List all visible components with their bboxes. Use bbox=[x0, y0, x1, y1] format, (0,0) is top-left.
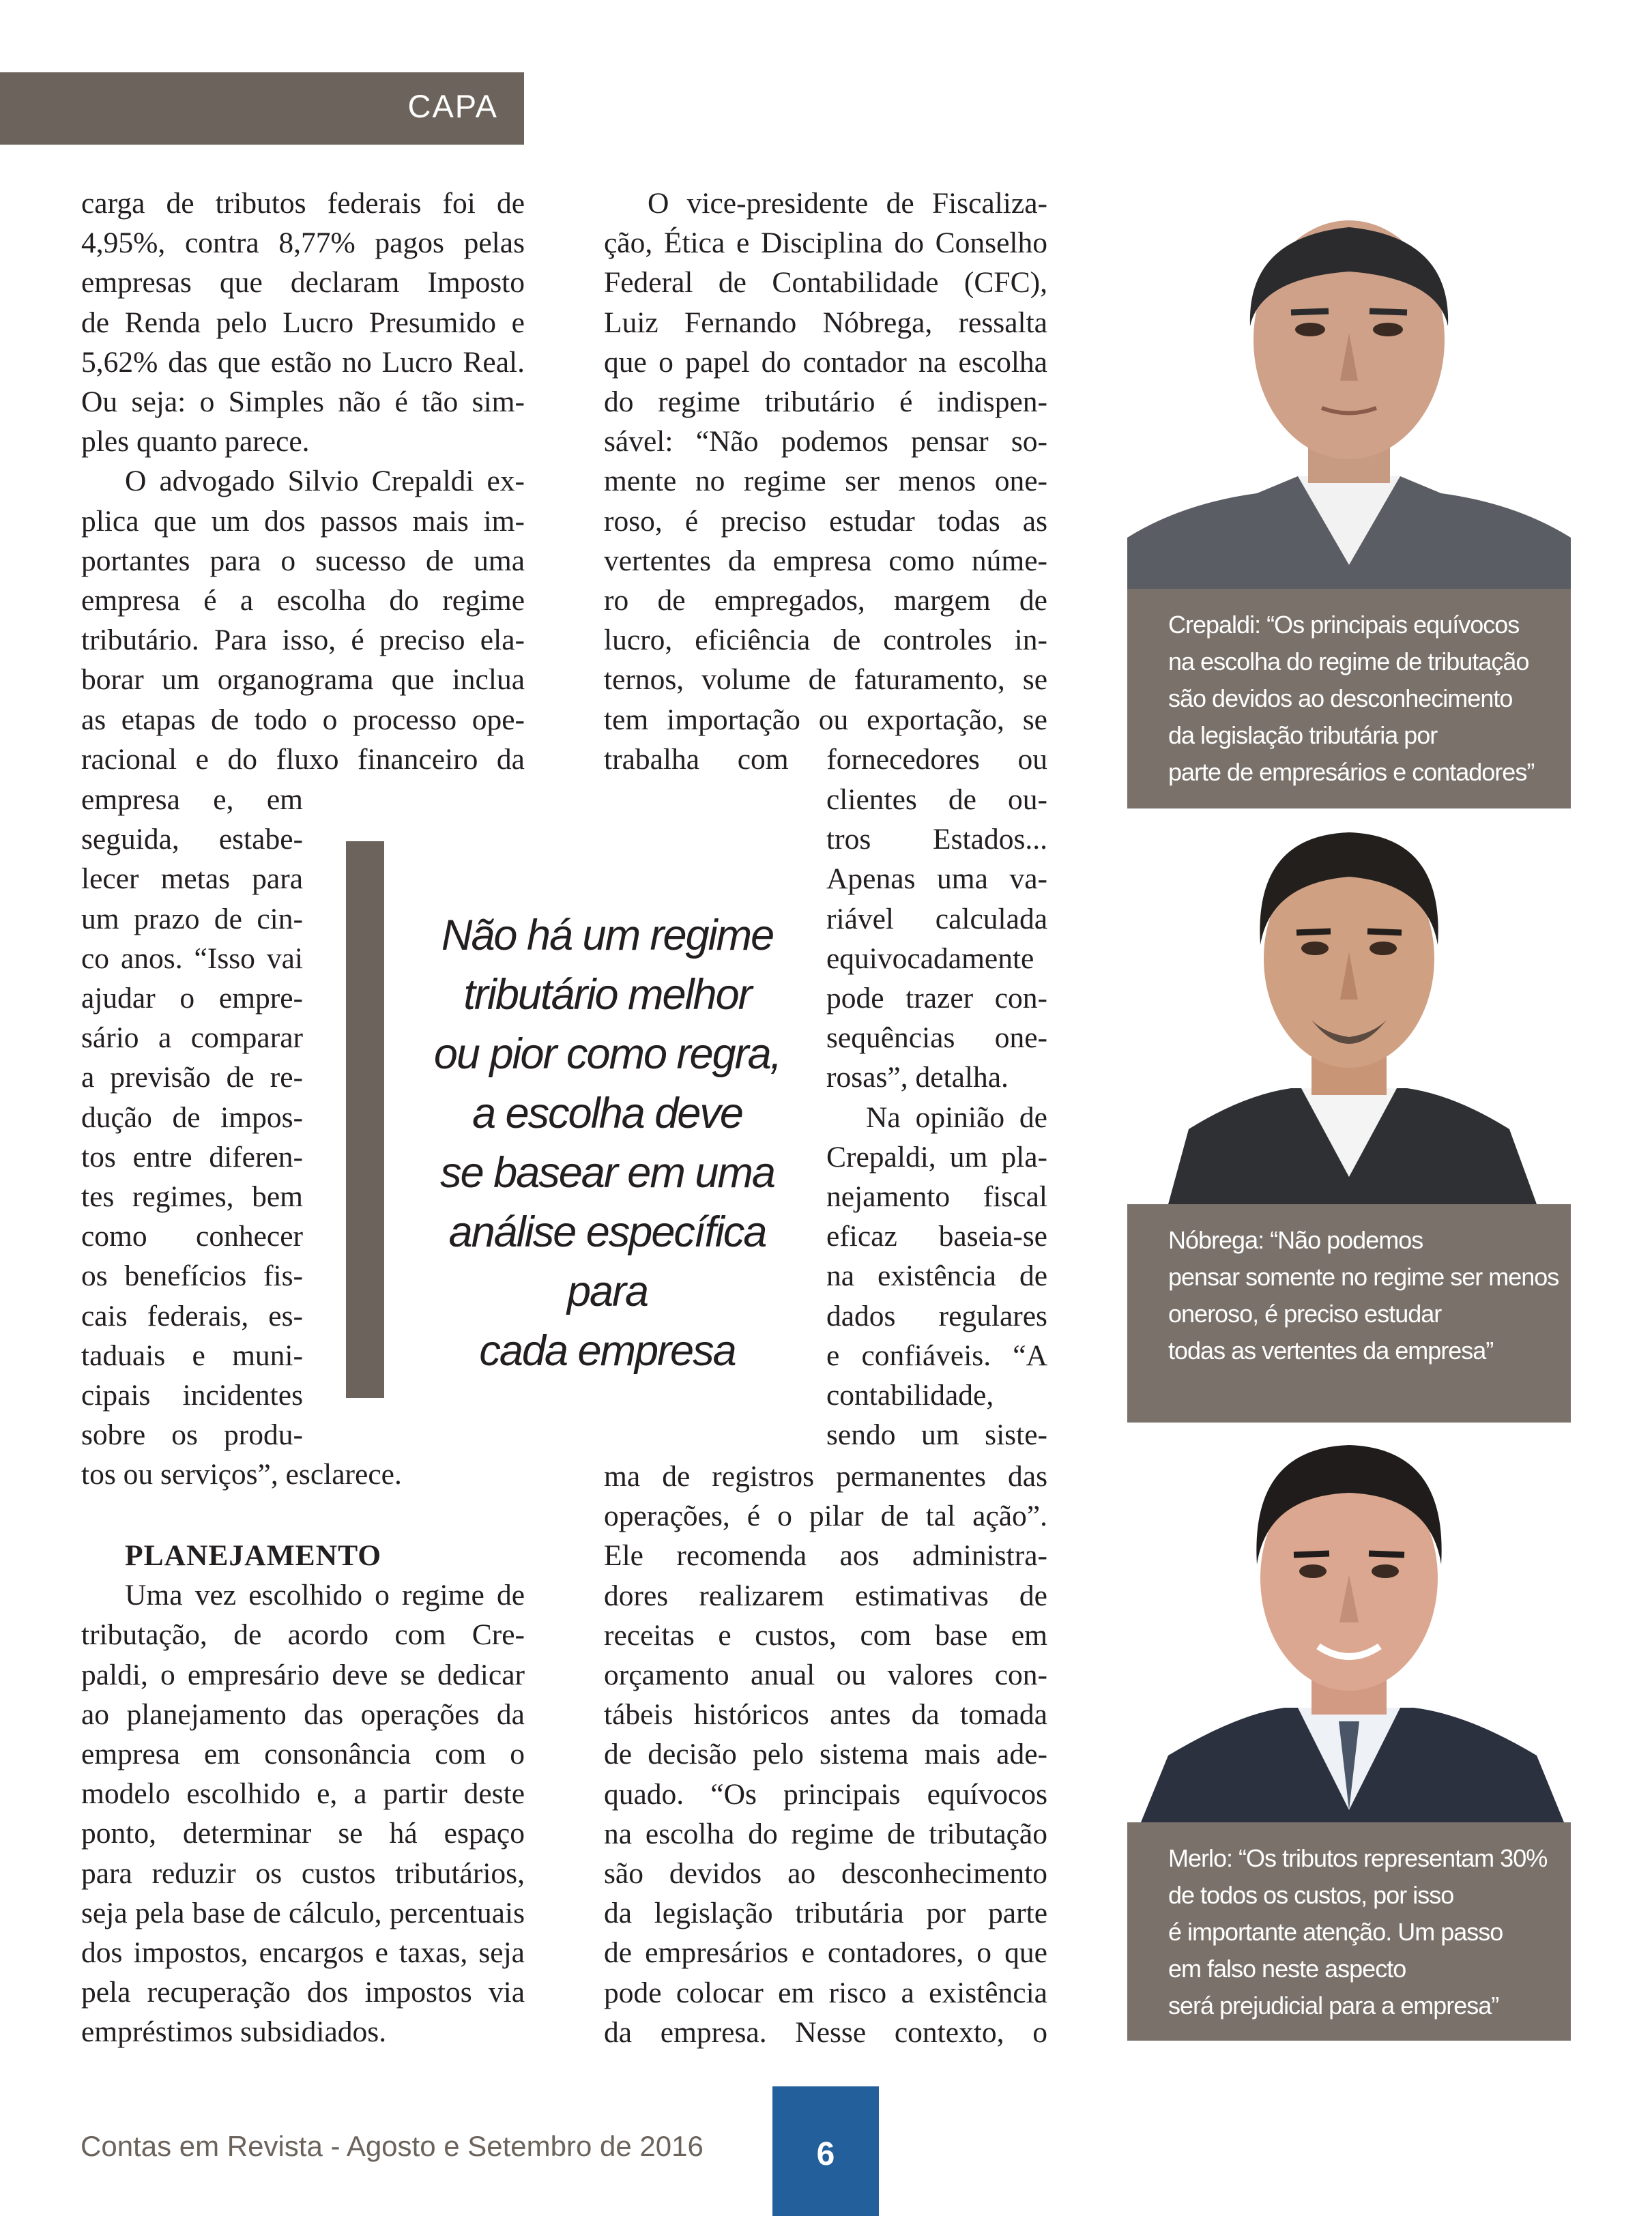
text-line: ção, Ética e Disciplina do Conselho bbox=[604, 227, 1047, 260]
page-number-box bbox=[772, 2086, 879, 2216]
text-line: a previsão de re- bbox=[81, 1061, 303, 1094]
text-line: sendo um siste- bbox=[826, 1418, 1047, 1452]
caption-line: será prejudicial para a empresa” bbox=[1168, 1992, 1499, 2020]
column-2-wrap bbox=[826, 780, 1047, 1455]
text-line: da empresa. Nesse contexto, o bbox=[604, 2015, 1047, 2049]
pull-quote-bar bbox=[346, 841, 384, 1398]
text-line: Federal de Contabilidade (CFC), bbox=[604, 266, 1047, 300]
text-line: roso, é preciso estudar todas as bbox=[604, 504, 1047, 538]
text-line: dos impostos, encargos e taxas, seja bbox=[81, 1936, 525, 1970]
text-line: clientes de ou- bbox=[826, 783, 1047, 816]
text-line: nejamento fiscal bbox=[826, 1180, 1047, 1214]
text-line: ao planejamento das operações da bbox=[81, 1697, 525, 1731]
text-line: tos entre diferen- bbox=[81, 1140, 303, 1173]
text-line: ternos, volume de faturamento, se bbox=[604, 663, 1047, 697]
text-line: empréstimos subsidiados. bbox=[81, 2015, 387, 2049]
text-line: cipais incidentes bbox=[81, 1379, 303, 1412]
pull-quote-line: se basear em uma bbox=[440, 1149, 774, 1197]
pull-quote-line: a escolha deve bbox=[472, 1090, 742, 1137]
caption-line: Crepaldi: “Os principais equívocos bbox=[1168, 611, 1520, 639]
text-line: eficaz baseia-se bbox=[826, 1220, 1047, 1253]
text-line: sobre os produ- bbox=[81, 1418, 303, 1452]
section-label: CAPA bbox=[407, 88, 498, 124]
text-line: orçamento anual ou valores con- bbox=[604, 1659, 1047, 1692]
text-line: como conhecer bbox=[81, 1220, 303, 1253]
text-line: dados regulares bbox=[826, 1299, 1047, 1332]
caption-line: em falso neste aspecto bbox=[1168, 1955, 1406, 1983]
text-line: vertentes da empresa como núme- bbox=[604, 544, 1047, 577]
caption-line: na escolha do regime de tributação bbox=[1168, 647, 1529, 675]
text-line: seguida, estabe- bbox=[81, 823, 303, 856]
text-line: de Renda pelo Lucro Presumido e bbox=[81, 306, 525, 339]
text-line: ma de registros permanentes das bbox=[604, 1460, 1047, 1493]
column-1-planejamento bbox=[81, 1536, 525, 2052]
pull-quote-line: análise específica para bbox=[448, 1208, 766, 1315]
caption-line: de todos os custos, por isso bbox=[1168, 1881, 1454, 1909]
caption-line: oneroso, é preciso estudar bbox=[1168, 1300, 1442, 1328]
text-line: co anos. “Isso vai bbox=[81, 942, 303, 975]
caption-line: pensar somente no regime ser menos bbox=[1168, 1263, 1559, 1291]
text-line: lecer metas para bbox=[81, 862, 303, 896]
pull-quote bbox=[409, 906, 805, 1381]
text-line: equivocadamente bbox=[826, 942, 1034, 975]
text-line: paldi, o empresário deve se dedicar bbox=[81, 1658, 525, 1691]
text-line: portantes para o sucesso de uma bbox=[81, 544, 525, 577]
text-line: de empresários e contadores, o que bbox=[604, 1936, 1047, 1970]
text-line: empresa é a escolha do regime bbox=[81, 584, 525, 617]
text-line: são devidos ao desconhecimento bbox=[604, 1857, 1047, 1891]
text-line: Na opinião de bbox=[866, 1100, 1047, 1134]
text-line: ples quanto parece. bbox=[81, 425, 310, 458]
text-line: ajudar o empre- bbox=[81, 982, 303, 1015]
text-line: riável calculada bbox=[826, 902, 1047, 935]
caption-line: são devidos ao desconhecimento bbox=[1168, 684, 1513, 712]
text-line: 5,62% das que estão no Lucro Real. bbox=[81, 345, 525, 379]
text-line: um prazo de cin- bbox=[81, 902, 303, 935]
text-line: na escolha do regime de tributação bbox=[604, 1817, 1047, 1850]
text-line: tos ou serviços”, esclarece. bbox=[81, 1458, 402, 1491]
text-line: Ele recomenda aos administra- bbox=[604, 1539, 1047, 1573]
text-line: quado. “Os principais equívocos bbox=[604, 1777, 1047, 1811]
caption-merlo bbox=[1127, 1822, 1571, 2041]
photo-merlo bbox=[1127, 1428, 1571, 1822]
pull-quote-line: tributário melhor bbox=[463, 971, 751, 1019]
text-line: trabalha com fornecedores ou bbox=[604, 742, 1047, 776]
caption-line: Merlo: “Os tributos representam 30% bbox=[1168, 1844, 1548, 1872]
text-line: modelo escolhido e, a partir deste bbox=[81, 1777, 525, 1811]
text-line: borar um organograma que inclua bbox=[81, 663, 525, 697]
text-line: que o papel do contador na escolha bbox=[604, 345, 1047, 379]
photo-crepaldi bbox=[1127, 183, 1571, 589]
text-line: tros Estados... bbox=[826, 823, 1047, 856]
caption-nobrega bbox=[1127, 1204, 1571, 1423]
text-line: pode colocar em risco a existência bbox=[604, 1976, 1047, 2009]
text-line: Ou seja: o Simples não é tão sim- bbox=[81, 385, 525, 419]
section-heading: PLANEJAMENTO bbox=[125, 1539, 382, 1572]
text-line: cais federais, es- bbox=[81, 1299, 303, 1332]
text-line: plica que um dos passos mais im- bbox=[81, 504, 525, 538]
caption-line: é importante atenção. Um passo bbox=[1168, 1918, 1503, 1946]
text-line: sequências one- bbox=[826, 1021, 1047, 1055]
text-line: contabilidade, bbox=[826, 1379, 994, 1412]
text-line: O advogado Silvio Crepaldi ex- bbox=[125, 465, 525, 498]
text-line: as etapas de todo o processo ope- bbox=[81, 703, 525, 736]
text-line: Apenas uma va- bbox=[826, 862, 1047, 896]
text-line: pela recuperação dos impostos via bbox=[81, 1976, 525, 2009]
caption-line: da legislação tributária por bbox=[1168, 721, 1438, 749]
text-line: para reduzir os custos tributários, bbox=[81, 1856, 525, 1890]
text-line: Uma vez escolhido o regime de bbox=[125, 1579, 525, 1612]
text-line: dução de impos- bbox=[81, 1100, 303, 1134]
text-line: O vice-presidente de Fiscaliza- bbox=[648, 187, 1047, 220]
text-line: mente no regime ser menos one- bbox=[604, 465, 1047, 498]
text-line: sário a comparar bbox=[81, 1021, 303, 1055]
column-2-tail bbox=[604, 1457, 1047, 2052]
text-line: lucro, eficiência de controles in- bbox=[604, 624, 1047, 657]
text-line: taduais e muni- bbox=[81, 1339, 303, 1372]
text-line: os benefícios fis- bbox=[81, 1259, 303, 1293]
caption-line: Nóbrega: “Não podemos bbox=[1168, 1226, 1423, 1254]
text-line: receitas e custos, com base em bbox=[604, 1618, 1047, 1652]
text-line: de decisão pelo sistema mais ade- bbox=[604, 1738, 1047, 1771]
text-line: carga de tributos federais foi de bbox=[81, 187, 525, 220]
text-line: Crepaldi, um pla- bbox=[826, 1140, 1047, 1173]
text-line: ponto, determinar se há espaço bbox=[81, 1817, 525, 1850]
text-line: na existência de bbox=[826, 1259, 1047, 1293]
text-line: operações, é o pilar de tal ação”. bbox=[604, 1500, 1047, 1533]
footer-publication: Contas em Revista - Agosto e Setembro de 2016 bbox=[81, 2130, 704, 2162]
text-line: rosas”, detalha. bbox=[826, 1061, 1009, 1094]
text-line: da legislação tributária por parte bbox=[604, 1897, 1047, 1930]
page-number: 6 bbox=[816, 2136, 835, 2172]
text-line: empresas que declaram Imposto bbox=[81, 266, 525, 300]
text-line: seja pela base de cálculo, percentuais bbox=[81, 1896, 525, 1929]
column-2-body bbox=[604, 184, 1047, 779]
text-line: e confiáveis. “A bbox=[826, 1339, 1047, 1372]
pull-quote-line: ou pior como regra, bbox=[433, 1030, 781, 1078]
text-line: tem importação ou exportação, se bbox=[604, 703, 1047, 736]
section-tab bbox=[0, 72, 524, 145]
column-1-wrap bbox=[81, 780, 402, 1495]
caption-line: todas as vertentes da empresa” bbox=[1168, 1337, 1494, 1365]
caption-crepaldi bbox=[1127, 589, 1571, 808]
photo-nobrega bbox=[1127, 808, 1571, 1204]
text-line: dores realizarem estimativas de bbox=[604, 1579, 1047, 1612]
text-line: Luiz Fernando Nóbrega, ressalta bbox=[604, 306, 1047, 339]
text-line: tributação, de acordo com Cre- bbox=[81, 1618, 525, 1652]
text-line: do regime tributário é indispen- bbox=[604, 385, 1047, 419]
text-line: pode trazer con- bbox=[826, 982, 1047, 1015]
column-1-body bbox=[81, 184, 525, 779]
text-line: sável: “Não podemos pensar so- bbox=[604, 425, 1047, 458]
text-line: tes regimes, bem bbox=[81, 1180, 303, 1214]
pull-quote-line: Não há um regime bbox=[441, 912, 774, 959]
text-line: empresa em consonância com o bbox=[81, 1738, 525, 1771]
text-line: 4,95%, contra 8,77% pagos pelas bbox=[81, 227, 525, 260]
text-line: tributário. Para isso, é preciso ela- bbox=[81, 624, 525, 657]
text-line: empresa e, em bbox=[81, 783, 303, 816]
text-line: racional e do fluxo financeiro da bbox=[81, 742, 525, 776]
text-line: ro de empregados, margem de bbox=[604, 584, 1047, 617]
text-line: tábeis históricos antes da tomada bbox=[604, 1698, 1047, 1732]
pull-quote-line: cada empresa bbox=[479, 1327, 736, 1375]
caption-line: parte de empresários e contadores” bbox=[1168, 758, 1535, 786]
